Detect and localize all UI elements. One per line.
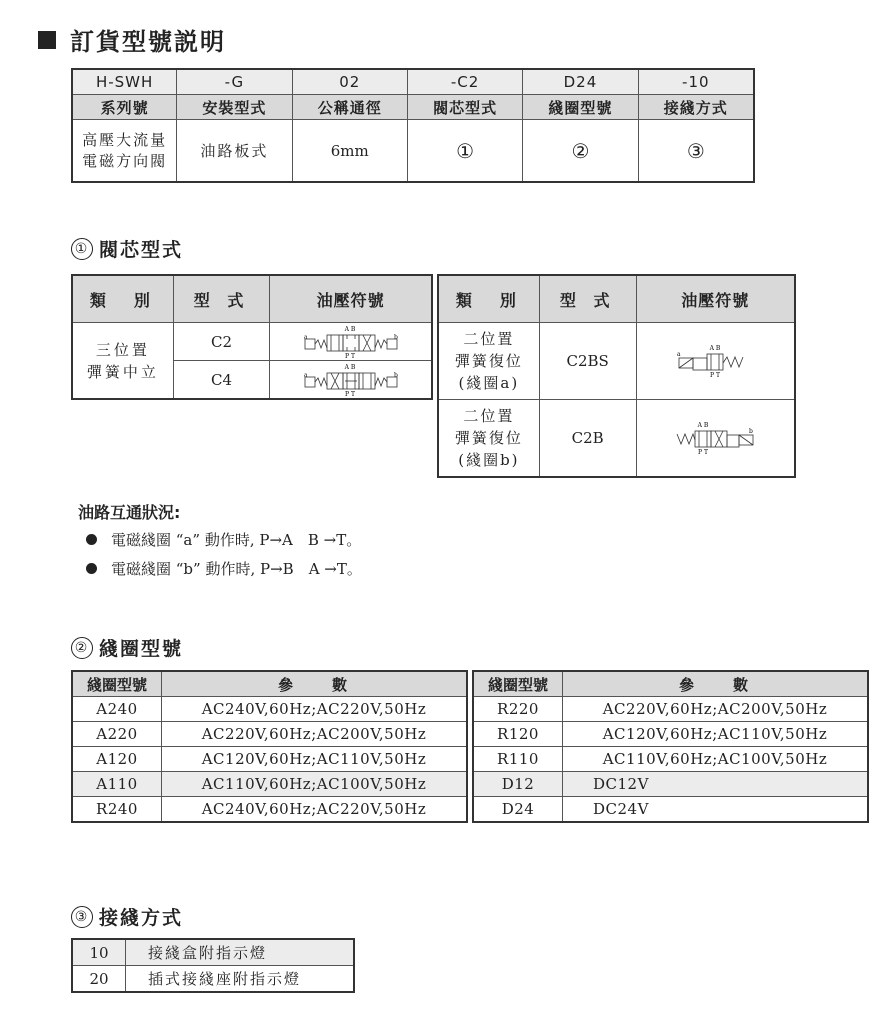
header-coil-code: 綫圈型號 [473, 671, 563, 697]
spool-category: 三位置 彈簧中立 [72, 323, 173, 400]
hydraulic-symbol [636, 323, 795, 400]
three-position-symbol-c2 [302, 325, 400, 359]
symbol-coil-b: b [393, 333, 398, 341]
spool-section-title: ① 閥芯型式 [71, 235, 183, 262]
header-model: 型 式 [539, 275, 636, 323]
symbol-port-pt: P T [710, 372, 721, 378]
spool-category: 二位置 彈簧復位 (綫圈a) [438, 323, 539, 400]
bullet-icon [86, 563, 97, 574]
symbol-port-pt: P T [344, 352, 355, 359]
coil-code: A110 [72, 772, 162, 797]
order-value: ③ [638, 120, 754, 183]
three-position-symbol-c4 [302, 363, 400, 397]
coil-code: R240 [72, 797, 162, 823]
order-value: ② [523, 120, 638, 183]
symbol-port-ab: A B [697, 422, 709, 429]
symbol-coil-b: b [393, 371, 398, 379]
wiring-table [71, 938, 355, 993]
oil-path-line: 電磁綫圈 “a” 動作時, P→A B →T。 [86, 529, 361, 550]
coil-param: DC24V [563, 797, 869, 823]
square-bullet-icon [38, 31, 56, 49]
coil-param: AC240V,60Hz;AC220V,50Hz [162, 797, 468, 823]
hydraulic-symbol [636, 400, 795, 478]
coil-param: AC240V,60Hz;AC220V,50Hz [162, 697, 468, 722]
coil-param: AC220V,60Hz;AC200V,50Hz [162, 722, 468, 747]
order-label: 接綫方式 [638, 95, 754, 120]
coil-code: A240 [72, 697, 162, 722]
wiring-desc: 接綫盒附指示燈 [126, 939, 355, 966]
coil-param: AC120V,60Hz;AC110V,50Hz [162, 747, 468, 772]
order-code-table [71, 68, 755, 183]
order-code: 02 [292, 69, 407, 95]
coil-code: R120 [473, 722, 563, 747]
header-symbol: 油壓符號 [636, 275, 795, 323]
symbol-coil-b: b [749, 428, 754, 435]
page-title: 訂貨型號説明 [38, 22, 226, 57]
order-label: 公稱通徑 [292, 95, 407, 120]
order-label: 系列號 [72, 95, 177, 120]
symbol-coil-a: a [303, 333, 308, 341]
coil-param: DC12V [563, 772, 869, 797]
wiring-desc: 插式接綫座附指示燈 [126, 966, 355, 993]
spool-model: C2BS [539, 323, 636, 400]
order-label: 安裝型式 [177, 95, 292, 120]
spool-model: C2 [173, 323, 269, 361]
hydraulic-symbol [270, 323, 432, 361]
coil-code: R220 [473, 697, 563, 722]
wiring-section-title: ③ 接綫方式 [71, 903, 183, 930]
spool-table-right [437, 274, 796, 478]
order-code: -C2 [407, 69, 522, 95]
coil-param: AC120V,60Hz;AC110V,50Hz [563, 722, 869, 747]
oil-path-line: 電磁綫圈 “b” 動作時, P→B A →T。 [86, 558, 362, 579]
order-value: 6mm [292, 120, 407, 183]
spool-model: C2B [539, 400, 636, 478]
symbol-port-ab: A B [709, 345, 721, 352]
hydraulic-symbol [270, 361, 432, 400]
order-label: 綫圈型號 [523, 95, 638, 120]
order-code: H-SWH [72, 69, 177, 95]
coil-code: A220 [72, 722, 162, 747]
symbol-port-pt: P T [344, 390, 355, 397]
coil-param: AC110V,60Hz;AC100V,50Hz [162, 772, 468, 797]
coil-table-left [71, 670, 468, 823]
order-label: 閥芯型式 [407, 95, 522, 120]
symbol-port-pt: P T [698, 449, 709, 455]
header-model: 型 式 [173, 275, 269, 323]
symbol-port-ab: A B [344, 363, 355, 371]
order-value: ① [407, 120, 522, 183]
symbol-coil-a: a [677, 351, 681, 358]
symbol-port-ab: A B [344, 325, 355, 333]
bullet-icon [86, 534, 97, 545]
spool-category: 二位置 彈簧復位 (綫圈b) [438, 400, 539, 478]
order-code: -10 [638, 69, 754, 95]
two-position-symbol-c2bs [675, 344, 755, 378]
header-params: 參 數 [563, 671, 869, 697]
two-position-symbol-c2b [673, 421, 757, 455]
header-params: 參 數 [162, 671, 468, 697]
spool-table-left [71, 274, 433, 400]
order-value: 油路板式 [177, 120, 292, 183]
coil-param: AC220V,60Hz;AC200V,50Hz [563, 697, 869, 722]
coil-code: R110 [473, 747, 563, 772]
coil-table-right [472, 670, 869, 823]
order-value: 高壓大流量 電磁方向閥 [72, 120, 177, 183]
order-code: -G [177, 69, 292, 95]
symbol-coil-a: a [303, 371, 308, 379]
header-category: 類 別 [438, 275, 539, 323]
coil-section-title: ② 綫圈型號 [71, 634, 183, 661]
header-category: 類 別 [72, 275, 173, 323]
coil-code: D12 [473, 772, 563, 797]
wiring-code: 20 [72, 966, 126, 993]
oil-path-title: 油路互通狀況: [78, 503, 181, 522]
wiring-code: 10 [72, 939, 126, 966]
coil-param: AC110V,60Hz;AC100V,50Hz [563, 747, 869, 772]
spool-model: C4 [173, 361, 269, 400]
header-symbol: 油壓符號 [270, 275, 432, 323]
header-coil-code: 綫圈型號 [72, 671, 162, 697]
order-code: D24 [523, 69, 638, 95]
coil-code: D24 [473, 797, 563, 823]
coil-code: A120 [72, 747, 162, 772]
